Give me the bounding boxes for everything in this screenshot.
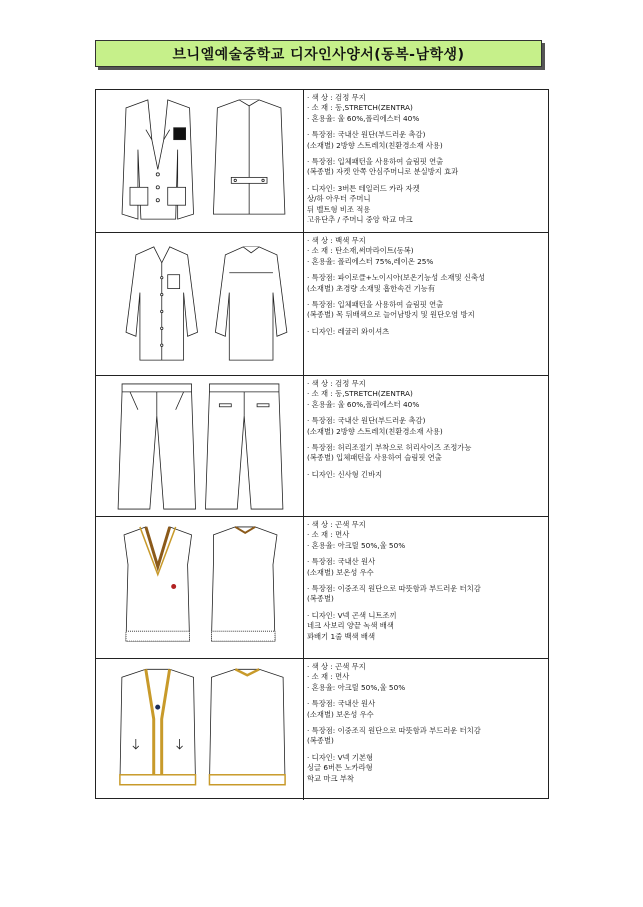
vest-spec-line: (복종별): [307, 594, 334, 604]
cardigan-spec-line: · 혼용율: 아크릴 50%,울 50%: [307, 682, 406, 692]
vest-spec-line: · 혼용율: 아크릴 50%,울 50%: [307, 540, 406, 550]
jacket-drawing: [96, 90, 303, 232]
cardigan-drawing: [96, 659, 303, 800]
vest-spec-line: 꽈배기 1줄 백색 배색: [307, 631, 375, 641]
pants-spec-line: · 색 상 : 검정 무지: [307, 379, 366, 388]
pants-spec-line: · 특장점: 국내산 원단(부드러운 촉감): [307, 416, 426, 426]
cardigan-spec-line: (소재별) 보온성 우수: [307, 709, 374, 719]
shirt-illustration: [96, 233, 304, 375]
pants-spec-text: [307, 379, 546, 480]
jacket-spec-line: 고유단추 / 주머니 중앙 학교 마크: [307, 215, 413, 225]
shirt-drawing: [96, 233, 303, 375]
jacket-spec-line: · 특장점: 국내산 원단(부드러운 촉감): [307, 130, 426, 140]
jacket-spec-line: 뒤 벨트형 비조 적용: [307, 204, 371, 214]
vest-spec-line: · 색 상 : 곤색 무지: [307, 520, 366, 529]
shirt-spec-line: · 혼용율: 폴리에스터 75%,레이온 25%: [307, 256, 434, 266]
jacket-spec-text: [307, 93, 546, 225]
cardigan-spec-line: · 특장점: 국내산 원사: [307, 699, 376, 709]
shirt-spec-text: [307, 236, 546, 337]
vest-spec-line: · 디자인: V넥 곤색 니트조끼: [307, 610, 397, 620]
spec-row-jacket: [96, 90, 548, 233]
vest-spec-line: 네크 사보리 양끝 녹색 배색: [307, 621, 394, 631]
cardigan-spec-line: · 디자인: V넥 기본형: [307, 752, 374, 762]
pants-spec-line: · 소 재 : 동,STRETCH(ZENTRA): [307, 389, 413, 399]
shirt-spec-line: · 디자인: 레귤러 와이셔츠: [307, 326, 390, 336]
jacket-illustration: [96, 90, 304, 232]
vest-spec-text: [307, 520, 546, 642]
jacket-spec-line: · 혼용율: 울 60%,폴리에스터 40%: [307, 113, 420, 123]
pants-spec-line: · 혼용율: 울 60%,폴리에스터 40%: [307, 399, 420, 409]
vest-drawing: [96, 517, 303, 658]
cardigan-spec-line: 학교 마크 부착: [307, 773, 354, 783]
pants-spec-line: · 디자인: 신사형 긴바지: [307, 469, 383, 479]
shirt-spec-line: (복종별) 목 뒤배색으로 늘어남방지 및 원단오염 방지: [307, 310, 475, 320]
pants-spec-line: · 특장점: 허리조절기 부착으로 허리사이즈 조정가능: [307, 443, 472, 453]
jacket-spec-line: 상/하 아우터 주머니: [307, 194, 371, 204]
jacket-spec-line: (복종별) 자켓 안쪽 안심주머니로 분실방지 효과: [307, 167, 459, 177]
jacket-spec-line: · 색 상 : 검정 무지: [307, 93, 366, 102]
pants-spec-line: (복종별) 입체패턴을 사용하여 슬림핏 연출: [307, 453, 442, 463]
cardigan-illustration: [96, 659, 304, 800]
vest-spec-line: · 특장점: 국내산 원사: [307, 557, 376, 567]
shirt-spec-line: · 색 상 : 백색 무지: [307, 236, 366, 245]
spec-row-cardigan: [96, 659, 548, 800]
cardigan-spec-line: · 특장점: 이중조직 원단으로 따뜻함과 부드러운 터치감: [307, 726, 481, 736]
vest-spec-line: · 소 재 : 면사: [307, 530, 350, 540]
shirt-spec-line: · 특장점: 파이로클+노이시아(보온기능성 소재및 신축성: [307, 273, 486, 283]
spec-row-pants: [96, 376, 548, 517]
cardigan-spec-line: · 소 재 : 면사: [307, 672, 350, 682]
spec-table: [95, 89, 549, 799]
pants-spec-line: (소재별) 2방향 스트레치(친환경소재 사용): [307, 426, 443, 436]
cardigan-spec-line: 싱글 6버튼 노카라형: [307, 763, 373, 773]
shirt-spec-line: · 특장점: 입체패턴을 사용하여 슬림핏 연출: [307, 300, 444, 310]
shirt-spec-line: (소재별) 초경량 소재및 흡한속건 기능有: [307, 283, 435, 293]
spec-row-vest: [96, 517, 548, 659]
vest-illustration: [96, 517, 304, 658]
document-title: 브니엘예술중학교 디자인사양서(동복-남학생): [95, 40, 542, 67]
jacket-spec-line: (소재별) 2방향 스트레치(친환경소재 사용): [307, 140, 443, 150]
vest-spec-line: · 특장점: 이중조직 원단으로 따뜻함과 부드러운 터치감: [307, 584, 481, 594]
jacket-spec-line: · 소 재 : 동,STRETCH(ZENTRA): [307, 103, 413, 113]
pants-illustration: [96, 376, 304, 516]
vest-spec-line: (소재별) 보온성 우수: [307, 567, 374, 577]
cardigan-spec-line: · 색 상 : 곤색 무지: [307, 662, 366, 671]
jacket-spec-line: · 특장점: 입체패턴을 사용하여 슬림핏 연출: [307, 157, 444, 167]
cardigan-spec-line: (복종별): [307, 736, 334, 746]
spec-row-shirt: [96, 233, 548, 376]
cardigan-spec-text: [307, 662, 546, 784]
pants-drawing: [96, 376, 303, 516]
shirt-spec-line: · 소 재 : 탄소재,써마라이트(동복): [307, 246, 414, 256]
jacket-spec-line: · 디자인: 3버튼 테일러드 카라 자켓: [307, 183, 420, 193]
